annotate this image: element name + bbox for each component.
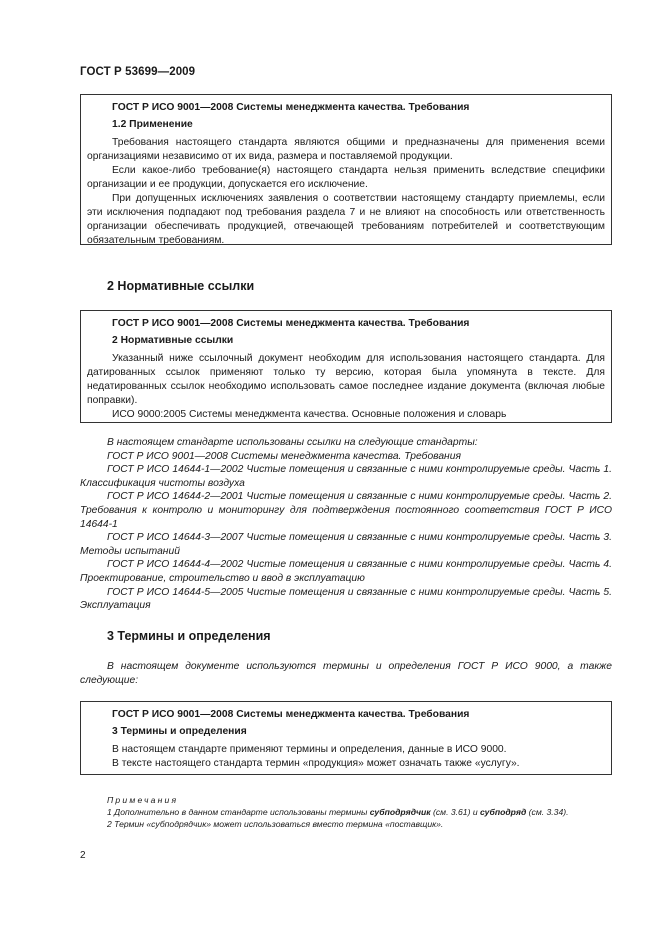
box-subtitle: 1.2 Применение bbox=[112, 119, 193, 130]
reference-item: ГОСТ Р ИСО 14644-5—2005 Чистые помещения и связанные с ними контролируемые среды. Часть 5. Эксплуатация bbox=[80, 586, 612, 612]
box-paragraph: ИСО 9000:2005 Системы менеджмента качества. Основные положения и словарь bbox=[112, 409, 507, 420]
note-term: субподряд bbox=[479, 807, 527, 817]
reference-item: ГОСТ Р ИСО 9001—2008 Системы менеджмента качества. Требования bbox=[107, 450, 461, 462]
terms-intro bbox=[80, 660, 612, 687]
note-2: 2 Термин «субподрядчик» может использоваться вместо термина «поставщик». bbox=[107, 819, 444, 829]
references-list bbox=[80, 436, 612, 613]
notes-title: Примечания bbox=[107, 795, 179, 805]
box-paragraph: При допущенных исключениях заявления о соответствии настоящему стандарту приемлемы, если эти исключения подпадают под требования раздела 7 и не влияют на способность или ответственность организации обеспечивать продукцией, отвечающей требованиям потребителей и соответствующим обязательным требованиям. bbox=[87, 193, 605, 246]
box-paragraph: Требования настоящего стандарта являются общими и предназначены для применения всеми организациями независимо от их вида, размера и поставляемой продукции. bbox=[87, 137, 605, 162]
box-paragraph: Указанный ниже ссылочный документ необходим для использования настоящего стандарта. Для датированных ссылок применяют только ту версию, которая была упомянута в тексте. Для недатированных ссылок необходимо использовать самое последнее издание документа (включая любые поправки). bbox=[87, 353, 605, 406]
box-title: ГОСТ Р ИСО 9001—2008 Системы менеджмента качества. Требования bbox=[112, 709, 470, 720]
box-title: ГОСТ Р ИСО 9001—2008 Системы менеджмента качества. Требования bbox=[112, 102, 470, 113]
notes-block bbox=[80, 794, 612, 830]
quote-box-scope bbox=[80, 94, 612, 245]
section-heading-references: 2 Нормативные ссылки bbox=[107, 279, 255, 293]
reference-item: ГОСТ Р ИСО 14644-2—2001 Чистые помещения и связанные с ними контролируемые среды. Часть 2. Требования к контролю и мониторингу для подтверждения постоянного соответствия ГОСТ Р ИСО 14644-1 bbox=[80, 491, 612, 530]
page-number: 2 bbox=[80, 850, 86, 861]
quote-box-references bbox=[80, 310, 612, 423]
note-1 bbox=[80, 806, 612, 818]
references-intro: В настоящем стандарте использованы ссылки на следующие стандарты: bbox=[107, 437, 478, 448]
note-text: (см. 3.34). bbox=[526, 807, 569, 817]
box-paragraph: В настоящем стандарте применяют термины и определения, данные в ИСО 9000. bbox=[112, 744, 507, 755]
reference-item: ГОСТ Р ИСО 14644-4—2002 Чистые помещения и связанные с ними контролируемые среды. Часть 4. Проектирование, строительство и ввод в эксплуатацию bbox=[80, 559, 612, 584]
box-paragraph: Если какое-либо требование(я) настоящего стандарта нельзя применить вследствие специфики организации и ее продукции, допускается его исключение. bbox=[87, 165, 605, 190]
reference-item: ГОСТ Р ИСО 14644-3—2007 Чистые помещения и связанные с ними контролируемые среды. Часть 3. Методы испытаний bbox=[80, 532, 612, 557]
note-text: 1 Дополнительно в данном стандарте использованы термины bbox=[107, 807, 370, 817]
box-subtitle: 3 Термины и определения bbox=[112, 726, 247, 737]
note-text: (см. 3.61) и bbox=[430, 807, 480, 817]
terms-intro-text: В настоящем документе используются термины и определения ГОСТ Р ИСО 9000, а также следующие: bbox=[80, 661, 612, 686]
box-title: ГОСТ Р ИСО 9001—2008 Системы менеджмента качества. Требования bbox=[112, 318, 470, 329]
reference-item: ГОСТ Р ИСО 14644-1—2002 Чистые помещения и связанные с ними контролируемые среды. Часть 1. Классификация чистоты воздуха bbox=[80, 464, 612, 489]
box-paragraph: В тексте настоящего стандарта термин «продукция» может означать также «услугу». bbox=[112, 758, 520, 769]
note-term: субподрядчик bbox=[369, 807, 431, 817]
document-code-header: ГОСТ Р 53699—2009 bbox=[80, 66, 196, 78]
section-heading-terms: 3 Термины и определения bbox=[107, 629, 271, 643]
quote-box-terms bbox=[80, 701, 612, 775]
box-subtitle: 2 Нормативные ссылки bbox=[112, 335, 234, 346]
